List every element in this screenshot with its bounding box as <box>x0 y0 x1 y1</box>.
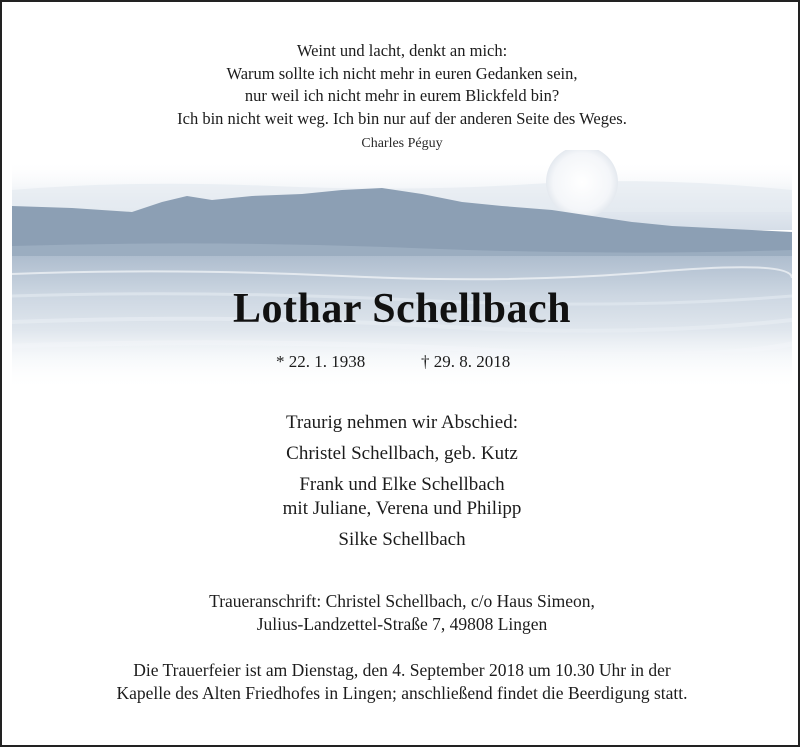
mourner-name: mit Juliane, Verena und Philipp <box>282 498 522 519</box>
mourner-name: Christel Schellbach, geb. Kutz <box>286 443 518 464</box>
funeral-details: Kapelle des Alten Friedhofes in Lingen; anschließend findet die Beerdigung statt. <box>116 683 688 703</box>
poem-line: Ich bin nicht weit weg. Ich bin nur auf der anderen Seite des Weges. <box>177 108 627 128</box>
mourner-name: Silke Schellbach <box>338 529 466 550</box>
poem <box>2 40 800 130</box>
mourners-intro: Traurig nehmen wir Abschied: <box>285 412 519 433</box>
poem-line: nur weil ich nicht mehr in eurem Blickfeld bin? <box>244 86 560 105</box>
poem-line: Weint und lacht, denkt an mich: <box>296 41 508 60</box>
mourning-address: Traueranschrift: Christel Schellbach, c/o Haus Simeon, <box>209 591 595 611</box>
mourning-address: Julius-Landzettel-Straße 7, 49808 Lingen <box>256 614 548 634</box>
poem-author: Charles Péguy <box>361 136 443 151</box>
birth-date: * 22. 1. 1938 <box>276 352 366 371</box>
life-dates <box>2 352 800 376</box>
mourner-name: Frank und Elke Schellbach <box>299 474 505 495</box>
death-date: † 29. 8. 2018 <box>421 352 511 371</box>
funeral-details: Die Trauerfeier ist am Dienstag, den 4. September 2018 um 10.30 Uhr in der <box>133 660 671 680</box>
poem-line: Warum sollte ich nicht mehr in euren Gedanken sein, <box>226 63 578 83</box>
deceased-name: Lothar Schellbach <box>233 286 571 332</box>
